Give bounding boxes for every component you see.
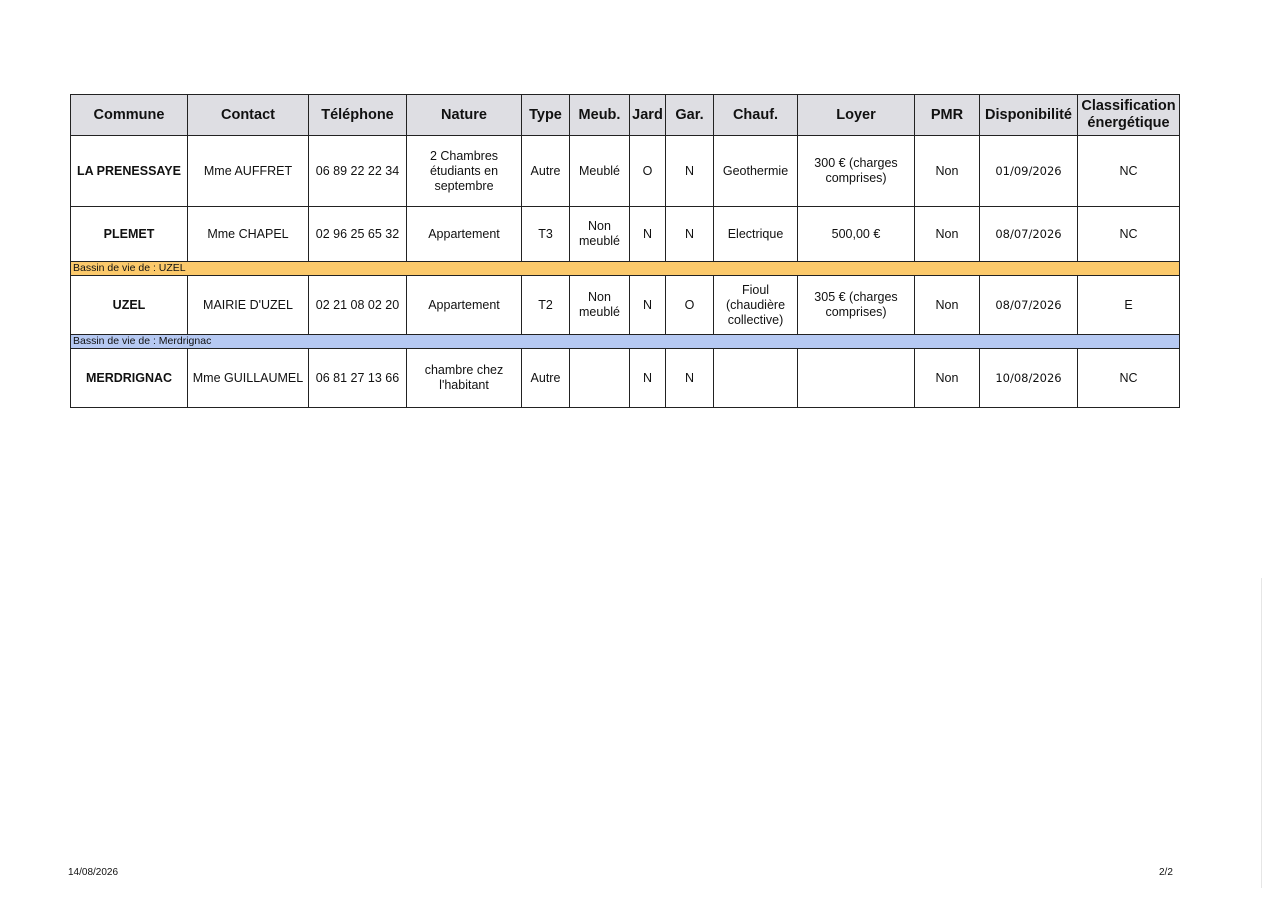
- cell-classification: NC: [1078, 136, 1180, 207]
- section-separator-merdrignac: [71, 335, 1180, 349]
- cell-jard: N: [630, 276, 666, 335]
- header-commune: Commune: [71, 95, 188, 136]
- cell-gar: N: [666, 136, 714, 207]
- header-gar: Gar.: [666, 95, 714, 136]
- cell-chauf: [714, 349, 798, 408]
- cell-disponibilite: 08/07/2026: [980, 207, 1078, 262]
- cell-contact: Mme CHAPEL: [188, 207, 309, 262]
- cell-type: Autre: [522, 136, 570, 207]
- cell-nature: Appartement: [407, 207, 522, 262]
- cell-jard: N: [630, 349, 666, 408]
- cell-classification: NC: [1078, 207, 1180, 262]
- header-chauf: Chauf.: [714, 95, 798, 136]
- cell-classification: E: [1078, 276, 1180, 335]
- header-pmr: PMR: [915, 95, 980, 136]
- cell-telephone: 06 89 22 22 34: [309, 136, 407, 207]
- cell-type: Autre: [522, 349, 570, 408]
- footer-date: 14/08/2026: [68, 867, 119, 878]
- cell-type: T3: [522, 207, 570, 262]
- cell-commune: LA PRENESSAYE: [71, 136, 188, 207]
- cell-disponibilite: 10/08/2026: [980, 349, 1078, 408]
- housing-listings-table: [70, 94, 1180, 408]
- cell-commune: PLEMET: [71, 207, 188, 262]
- cell-nature: 2 Chambres étudiants en septembre: [407, 136, 522, 207]
- cell-chauf: Fioul (chaudière collective): [714, 276, 798, 335]
- cell-gar: O: [666, 276, 714, 335]
- header-type: Type: [522, 95, 570, 136]
- cell-contact: Mme AUFFRET: [188, 136, 309, 207]
- cell-loyer: 500,00 €: [798, 207, 915, 262]
- cell-chauf: Geothermie: [714, 136, 798, 207]
- cell-commune: MERDRIGNAC: [71, 349, 188, 408]
- cell-loyer: 300 € (charges comprises): [798, 136, 915, 207]
- cell-gar: N: [666, 349, 714, 408]
- header-jard: Jard: [630, 95, 666, 136]
- separator-label: Bassin de vie de : UZEL: [71, 262, 1180, 276]
- scan-edge-line: [1261, 578, 1262, 888]
- header-meub: Meub.: [570, 95, 630, 136]
- cell-gar: N: [666, 207, 714, 262]
- cell-pmr: Non: [915, 136, 980, 207]
- header-loyer: Loyer: [798, 95, 915, 136]
- table-row: [71, 276, 1180, 335]
- cell-pmr: Non: [915, 207, 980, 262]
- header-telephone: Téléphone: [309, 95, 407, 136]
- section-separator-uzel: [71, 262, 1180, 276]
- cell-commune: UZEL: [71, 276, 188, 335]
- cell-telephone: 02 21 08 02 20: [309, 276, 407, 335]
- table-header-row: [71, 95, 1180, 136]
- header-classification: Classification énergétique: [1078, 95, 1180, 136]
- separator-label: Bassin de vie de : Merdrignac: [71, 335, 1180, 349]
- cell-jard: N: [630, 207, 666, 262]
- cell-nature: Appartement: [407, 276, 522, 335]
- cell-meub: Non meublé: [570, 207, 630, 262]
- cell-meub: Meublé: [570, 136, 630, 207]
- cell-disponibilite: 08/07/2026: [980, 276, 1078, 335]
- header-disponibilite: Disponibilité: [980, 95, 1078, 136]
- cell-pmr: Non: [915, 349, 980, 408]
- page-number: 2/2: [1159, 867, 1173, 878]
- cell-meub: [570, 349, 630, 408]
- cell-telephone: 02 96 25 65 32: [309, 207, 407, 262]
- cell-loyer: 305 € (charges comprises): [798, 276, 915, 335]
- table-row: [71, 207, 1180, 262]
- cell-contact: MAIRIE D'UZEL: [188, 276, 309, 335]
- cell-classification: NC: [1078, 349, 1180, 408]
- cell-chauf: Electrique: [714, 207, 798, 262]
- cell-telephone: 06 81 27 13 66: [309, 349, 407, 408]
- cell-loyer: [798, 349, 915, 408]
- cell-contact: Mme GUILLAUMEL: [188, 349, 309, 408]
- cell-jard: O: [630, 136, 666, 207]
- header-nature: Nature: [407, 95, 522, 136]
- cell-type: T2: [522, 276, 570, 335]
- cell-meub: Non meublé: [570, 276, 630, 335]
- table-row: [71, 136, 1180, 207]
- cell-nature: chambre chez l'habitant: [407, 349, 522, 408]
- header-contact: Contact: [188, 95, 309, 136]
- cell-disponibilite: 01/09/2026: [980, 136, 1078, 207]
- table-row: [71, 349, 1180, 408]
- cell-pmr: Non: [915, 276, 980, 335]
